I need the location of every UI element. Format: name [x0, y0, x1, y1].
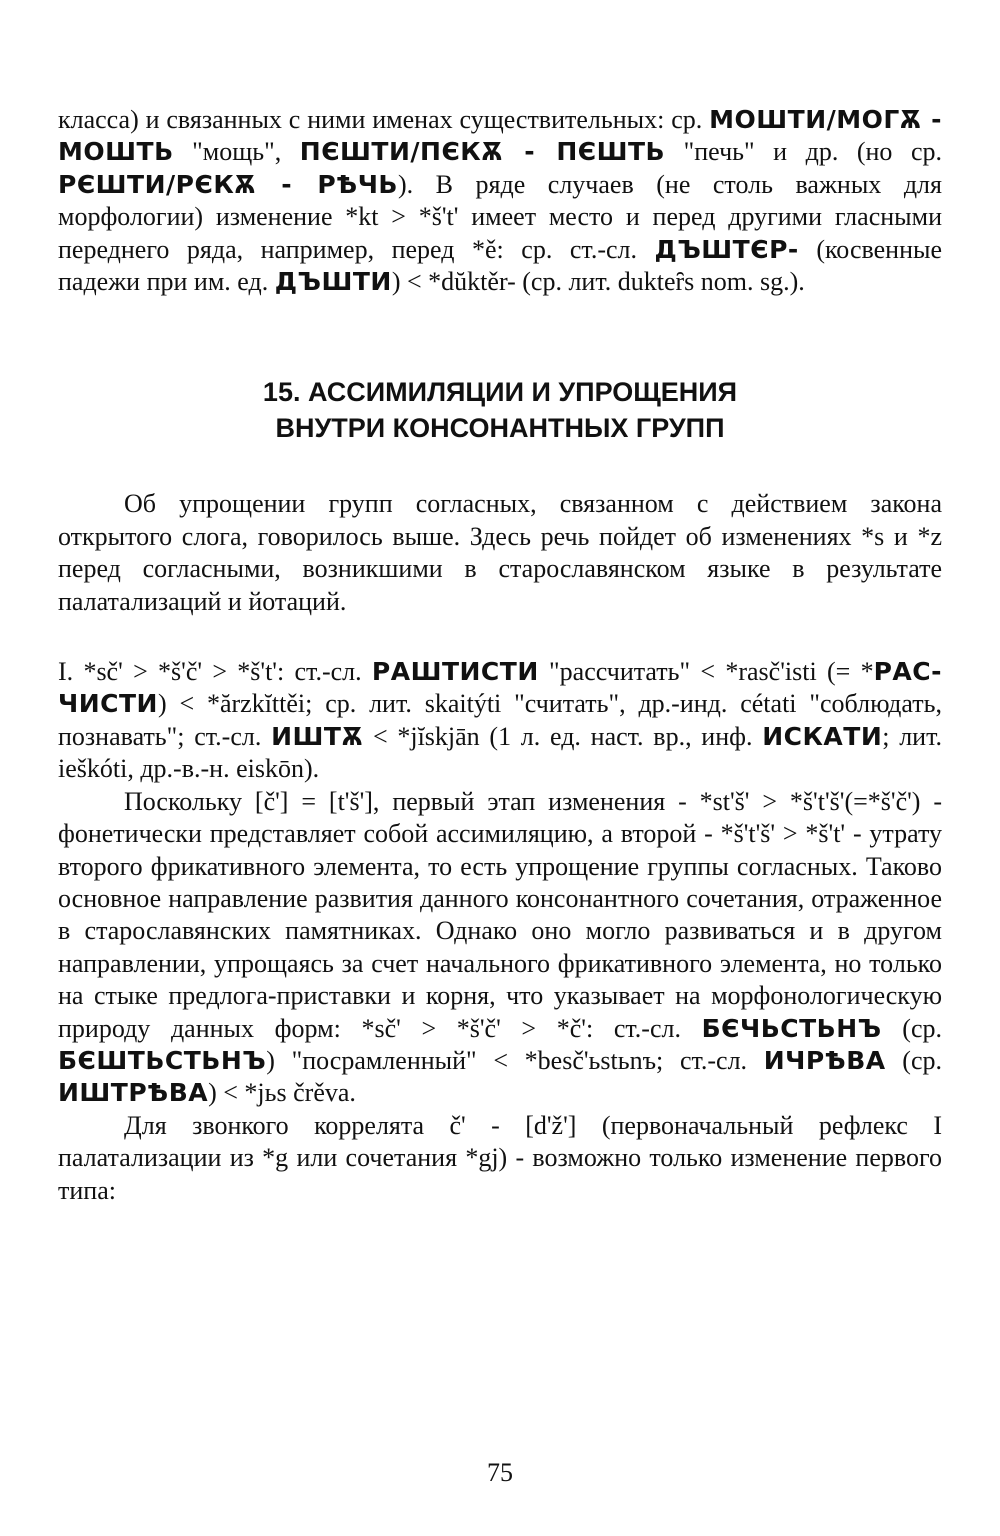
paragraph-5: Для звонкого коррелята č' - [d'ž'] (первоначальный рефлекс I палатализации из *g или сочетания *gj) - возможно только изменение первого типа:	[58, 1110, 942, 1205]
text-run: ) < *ărzkĭttěi; ср. лит. skaitýti "считать", др.-инд. cétati "соблюдать, познавать"; ст.-сл.	[58, 689, 942, 751]
spacer	[58, 446, 942, 488]
text-run: Поскольку [č'] = [t'š'], первый этап изменения - *st'š' > *š't'š'(=*š'č') - фонетически представляет собой ассимиляцию, а второй - *š't'š' > *š't' - утрату второго фрикативного элемента, то есть упрощение группы согласных. Таково основное направление развития данного консонантного сочетания, отраженное в старославянских памятниках. Однако оно могло развиваться и в другом направлении, упрощаясь за счет начального фрикативного элемента, но только на стыке предлога-приставки и корня, что указывает на морфонологическую природу данных форм: *sč' > *š'č' > *č': ст.-сл.	[58, 786, 942, 1043]
old-slavonic-word: ДЪШТИ	[274, 267, 392, 297]
old-slavonic-word: РЄШТИ/РЄКѪ - РѢЧЬ	[58, 169, 398, 199]
section-heading	[58, 374, 942, 446]
section-heading-line-2: ВНУТРИ КОНСОНАНТНЫХ ГРУПП	[275, 413, 725, 444]
old-slavonic-word: ПЄШТИ/ПЄКѪ - ПЄШТЬ	[299, 137, 666, 167]
text-run: "рассчитать" < *rasč'isti (= *	[538, 657, 874, 687]
text-run: (ср.	[881, 1013, 942, 1043]
page-body	[58, 104, 942, 1207]
text-run: ). В ряде случаев (не столь важных для морфологии) изменение *kt > *š't' имеет место и перед другими гласными переднего ряда, например, перед *ě: ср. ст.-сл.	[58, 169, 942, 264]
old-slavonic-word: ИШТѪ	[271, 721, 364, 751]
paragraph-4	[58, 786, 942, 1110]
old-slavonic-word: РАС-ЧИСТИ	[58, 657, 942, 719]
paragraph-2: Об упрощении групп согласных, связанном с действием закона открытого слога, говорилось выше. Здесь речь пойдет об изменениях *s и *z перед согласными, возникшими в старославянском языке в результате палатализаций и йотаций.	[58, 489, 942, 616]
text-run: < *jĭskjān (1 л. ед. наст. вр., инф.	[363, 721, 763, 751]
text-run: ) "посрамленный" < *besč'ьstьnъ; ст.-сл.	[266, 1045, 764, 1075]
text-run: класса) и связанных с ними именах существительных: ср.	[58, 105, 710, 134]
text-run: ) < *jьs črěva.	[208, 1078, 356, 1108]
old-slavonic-word: РАШТИСТИ	[371, 657, 539, 687]
text-run: ; лит. ieškóti, др.-в.-н. eiskōn).	[58, 721, 943, 784]
paragraph-1	[58, 104, 942, 298]
old-slavonic-word: БЄЧЬСТЬНЪ	[701, 1013, 882, 1043]
text-run: ) < *dŭktěr- (ср. лит. dukteȓs nom. sg.).	[391, 267, 805, 297]
old-slavonic-word: ДЪШТЄР-	[654, 234, 799, 264]
page-number: 75	[487, 1458, 513, 1487]
old-slavonic-word: ИШТРѢВА	[58, 1078, 209, 1108]
text-run: "мощь",	[173, 137, 300, 167]
text-run: "печь" и др. (но ср.	[665, 137, 943, 167]
text-run: I. *sč' > *š'č' > *š't': ст.-сл.	[58, 657, 372, 687]
section-heading-line-1: 15. АССИМИЛЯЦИИ И УПРОЩЕНИЯ	[262, 377, 738, 408]
spacer	[58, 618, 942, 656]
old-slavonic-word: БЄШТЬСТЬНЪ	[58, 1045, 267, 1075]
old-slavonic-word: ИЧРѢВА	[763, 1045, 886, 1075]
old-slavonic-word: ИСКАТИ	[762, 721, 883, 751]
text-run: (косвенные падежи при им. ед.	[58, 234, 942, 297]
text-run: (ср.	[885, 1045, 942, 1075]
old-slavonic-word: МОШТИ/МОГѪ - МОШТЬ	[58, 105, 943, 167]
paragraph-3	[58, 656, 942, 786]
